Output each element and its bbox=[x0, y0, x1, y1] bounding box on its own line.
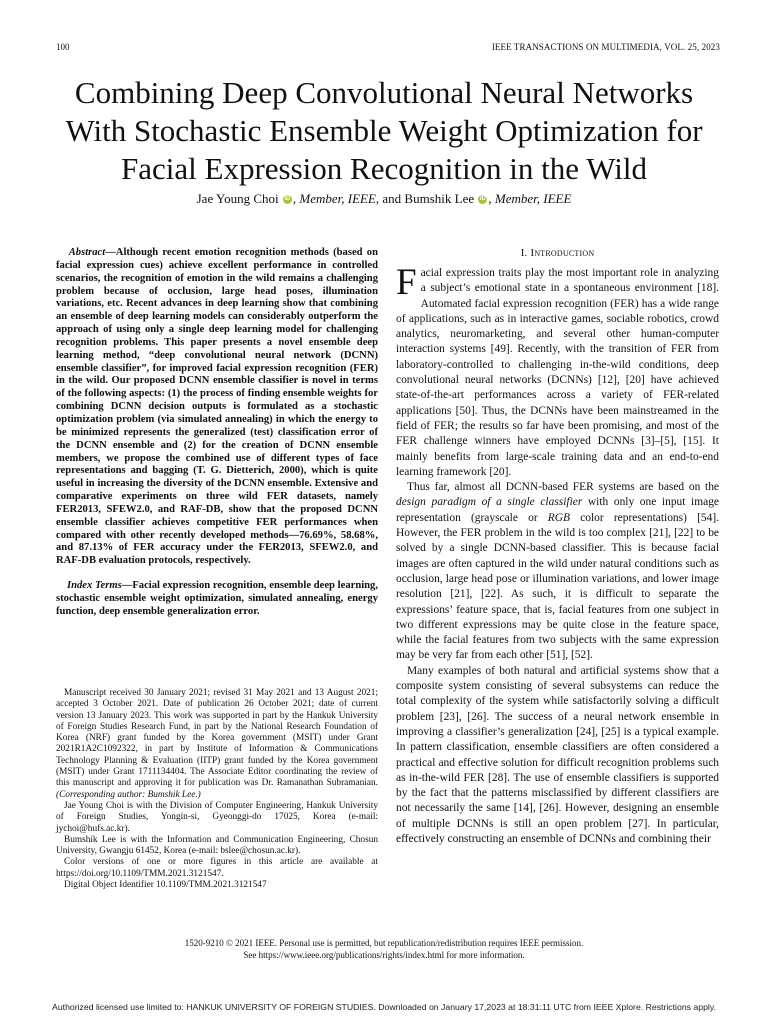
index-terms-label: Index Terms bbox=[67, 580, 122, 592]
title-line-3: Facial Expression Recognition in the Wild bbox=[121, 151, 647, 186]
intro-p2-part-b: with only one input image representation (grayscale or bbox=[396, 496, 720, 524]
author-2-name: Bumshik Lee bbox=[404, 191, 475, 206]
intro-p2-part-a: Thus far, almost all DCNN-based FER systems are based on the bbox=[407, 481, 719, 494]
section-title: Introduction bbox=[530, 247, 595, 259]
abstract-label: Abstract bbox=[68, 247, 106, 258]
right-column bbox=[396, 247, 719, 847]
author-line: Jae Young Choi iD , Member, IEEE, and Bumshik Lee iD , Member, IEEE bbox=[196, 191, 572, 206]
section-numeral: I. bbox=[520, 247, 528, 259]
introduction-body bbox=[396, 262, 720, 847]
author-2-role: Member, IEEE bbox=[494, 191, 572, 206]
author-connector: , and bbox=[375, 191, 405, 206]
author-1-name: Jae Young Choi bbox=[196, 191, 279, 206]
index-terms bbox=[56, 580, 378, 619]
author-1-role: Member, IEEE bbox=[299, 191, 376, 206]
page-number: 100 bbox=[56, 42, 70, 52]
intro-paragraph-1-text: acial expression traits play the most important role in analyzing a subject’s emotional state in a spontaneous environment [18]. Automated facial expression recognition (FER) has a wide range of applications, such as in interactive games, sociable robotics, crowd analytics, neuromarketing, and several other human-computer interaction systems [49]. Recently, with the transition of FER from laboratory-controlled to challenging in-the-wild conditions, deep convolutional neural networks (DCNNs) [12], [20] have achieved state-of-the-art performances across a variety of FER-related applications [50]. Thus, the DCNNs have been mainstreamed in the field of FER; the results so far have been promising, and most of the FER challenge winners have employed DCNNs [3]–[5], [15]. It mainly benefits from large-scale training data and an end-to-end learning framework [20]. bbox=[396, 267, 719, 478]
manuscript-note-text: Manuscript received 30 January 2021; revised 31 May 2021 and 13 August 2021; accepted 3 October 2021. Date of publication 26 October 2021; date of current version 13 January 2023. This work was supported in part by the Hankuk University of Foreign Studies Research Fund, in part by the National Research Foundation of Korea (NRF) grant funded by the Korea government (MSIT) under Grant 2021R1A2C1092322, in part by Institute of Information & Communications Technology Planning & Evaluation (IITP) grant funded by the Korea government (MSIT) under Grant 1711134404. The Associate Editor coordinating the review of this manuscript and approving it for publication was Dr. Ramanathan Subramanian. bbox=[56, 688, 378, 789]
manuscript-note bbox=[56, 688, 378, 801]
author-1-affiliation: Jae Young Choi is with the Division of Computer Engineering, Hankuk University of Foreign Studies, Yongin-si, Gyeonggi-do 17025, Korea (e-mail: jychoi@hufs.ac.kr). bbox=[56, 800, 378, 834]
title-line-1: Combining Deep Convolutional Neural Networks bbox=[74, 75, 694, 110]
author-2-affiliation: Bumshik Lee is with the Information and Communication Engineering, Chosun University, Gwangju 61452, Korea (e-mail: bslee@chosun.ac.kr). bbox=[56, 834, 378, 857]
doi-note: Digital Object Identifier 10.1109/TMM.2021.3121547 bbox=[64, 880, 267, 891]
intro-paragraph-2 bbox=[396, 480, 719, 664]
abstract bbox=[56, 247, 378, 568]
corresponding-author: (Corresponding author: Bumshik Lee.) bbox=[56, 789, 201, 800]
intro-paragraph-1 bbox=[396, 262, 719, 480]
intro-p2-emphasis-1: design paradigm of a single classifier bbox=[396, 496, 583, 509]
journal-header: IEEE TRANSACTIONS ON MULTIMEDIA, VOL. 25, 2023 bbox=[491, 42, 720, 52]
copyright-notice bbox=[0, 938, 768, 961]
intro-p2-emphasis-2: RGB bbox=[547, 511, 571, 524]
color-versions-note: Color versions of one or more figures in this article are available at https://doi.org/10.1109/TMM.2021.3121547. bbox=[56, 857, 378, 879]
abstract-body: —Although recent emotion recognition methods (based on facial expression cues) achieve excellent performance in controlled scenarios, the recognition of emotion in the wild remains a challenging problem because of occlusion, large head poses, illumination variations, etc. Recent advances in deep learning show that combining an ensemble of deep learning models can considerably outperform the approach of using only a single deep learning model for challenging recognition problems. This paper presents a novel ensemble deep learning method, “deep convolutional neural network (DCNN) ensemble classifier”, for improved facial expression recognition (FER) in the wild. Our proposed DCNN ensemble classifier is novel in terms of the following aspects: (1) the process of finding ensemble weights for combining DCNN decision outputs is formulated as a stochastic optimization problem (via simulated annealing) in which the energy to be minimized represents the generalized (test) classification error of the DCNN ensemble and (2) for the creation of DCNN ensemble members, we propose the combined use of different types of face representations and bagging (T. G. Dietterich, 2000), which is quite useful in increasing the diversity of the DCNN ensemble. Extensive and comparative experiments on three wild FER datasets, namely FER2013, SFEW2.0, and RAF-DB, show that the proposed DCNN ensemble classifier achieves competitive FER performances when compared with other recently developed methods—76.69%, 58.68%, and 87.13% of FER accuracy under the FER2013, SFEW2.0, and RAF-DB evaluation protocols, respectively. bbox=[56, 247, 378, 567]
orcid-icon[interactable]: iD bbox=[284, 196, 291, 202]
orcid-icon[interactable]: iD bbox=[479, 196, 486, 202]
copyright-line-1: 1520-9210 © 2021 IEEE. Personal use is permitted, but republication/redistribution requires IEEE permission. bbox=[184, 938, 584, 948]
index-terms-body: —Facial expression recognition, ensemble deep learning, stochastic ensemble weight optimization, simulated annealing, energy function, deep ensemble generalization error. bbox=[56, 580, 378, 617]
section-heading bbox=[396, 247, 719, 259]
authorized-use-bar: Authorized licensed use limited to: HANKUK UNIVERSITY OF FOREIGN STUDIES. Downloaded on January 17,2023 at 18:31:11 UTC from IEEE Xplore. Restrictions apply. bbox=[52, 1002, 716, 1012]
left-column bbox=[56, 247, 378, 619]
intro-p2-part-c: color representations) [54]. However, the FER problem in the wild is too complex [21], [22] to be solved by a single DCNN-based classifier. This is because facial images are often captured in the wild under natural conditions such as occlusion, large head pose or illumination variations, and lower image resolution [21], [22]. As such, it is difficult to separate the expressions’ feature space, that is, facial features from one subject in two different expressions may be quite close in the feature space, while the facial features from two subjects with the same expression may be very far from each other [51], [52]. bbox=[396, 511, 719, 662]
title-line-2: With Stochastic Ensemble Weight Optimization for bbox=[65, 113, 703, 148]
first-page-footnote bbox=[56, 688, 378, 891]
copyright-line-2[interactable]: See https://www.ieee.org/publications/rights/index.html for more information. bbox=[243, 949, 525, 960]
drop-cap: F bbox=[396, 262, 417, 303]
intro-paragraph-3: Many examples of both natural and artificial systems show that a composite system consisting of several subsystems can reduce the total complexity of the system while satisfactorily solving a difficult problem [23], [26]. The success of a neural network ensemble in improving a classifier’s generalization [24], [25] is a typical example. In pattern classification, ensemble classifiers are often considered a practical and effective solution for difficult recognition problems such as in-the-wild FER [28]. The use of ensemble classifiers is supported by the fact that the patterns misclassified by different classifiers are not necessarily the same [14], [26]. However, designing an ensemble of multiple DCNNs is still an open problem [27]. In particular, effectively constructing an ensemble of DCNNs and combining their bbox=[396, 664, 719, 845]
paper-title bbox=[30, 74, 738, 188]
